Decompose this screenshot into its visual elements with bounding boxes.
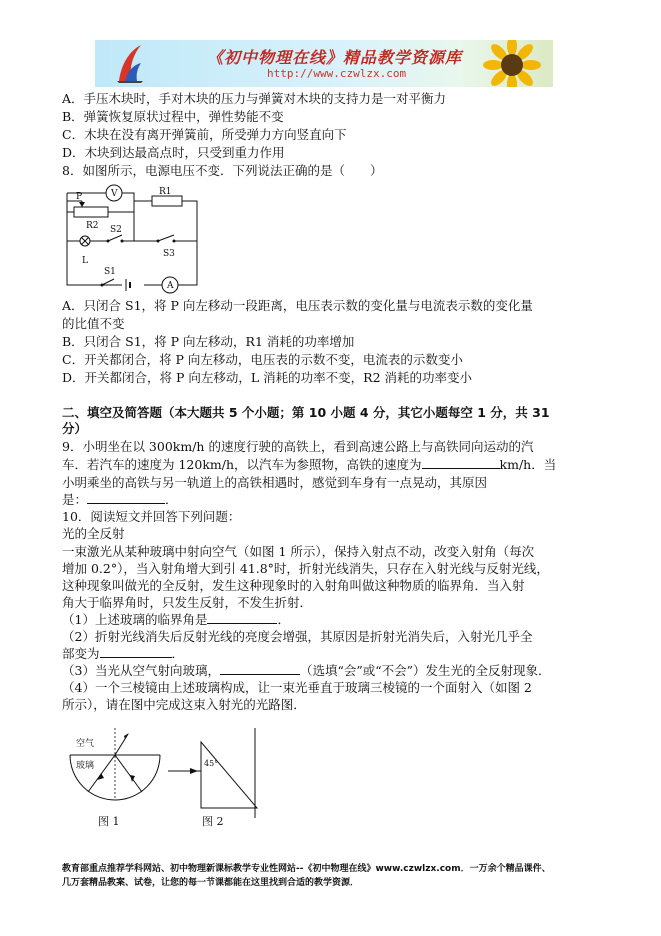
footer-line1: 教育部重点推荐学科网站、初中物理新课标教学专业性网站--《初中物理在线》www.czwlzx.com．一万余个精品课件、 [62,864,551,874]
q9-line4-text: 是： [62,492,88,507]
header-banner [95,40,553,87]
q7-option-a: A．手压木块时，手对木块的压力与弹簧对木块的支持力是一对平衡力 [62,91,447,106]
q9-blank-1[interactable] [422,456,500,469]
figure-2-prism [168,728,268,818]
q7-option-b: B．弹簧恢复原状过程中，弹性势能不变 [62,109,284,124]
q10-sub2-text: 部变为 [62,646,100,661]
angle-label: 45° [204,759,219,768]
q9-line2-text: 车．若汽车的速度为 120km/h，以汽车为参照物，高铁的速度为 [62,457,422,472]
q10-sub3-text: （3）当光从空气射向玻璃， [62,663,220,678]
banner-url[interactable]: http://www.czwlzx.com [267,67,407,80]
circuit-diagram [62,183,202,295]
q10-p2: 增加 0.2°），当入射角增大到引 41.8°时，折射光线消失，只存在入射光线与反射光线， [62,561,549,576]
q8-stem: 8．如图所示，电源电压不变．下列说法正确的是（ ） [62,163,383,178]
q8-option-c: C．开关都闭合，将 P 向左移动，电压表的示数不变，电流表的示数变小 [62,352,463,367]
ammeter-label: A [167,281,174,291]
glass-label: 玻璃 [76,761,95,771]
q8-option-b: B．只闭合 S1，将 P 向左移动，R1 消耗的功率增加 [62,334,355,349]
q10-sub2-end: ． [171,646,185,661]
q9-line2 [62,456,556,473]
q10-blank-3[interactable] [220,662,300,675]
air-label: 空气 [76,739,95,749]
r1-label: R1 [159,187,172,197]
q10-sub4-line1: （4）一个三棱镜由上述玻璃构成，让一束光垂直于玻璃三棱镜的一个面射入（如图 2 [62,680,532,695]
q10-sub1-text: （1）上述玻璃的临界角是 [62,612,208,627]
slider-p-label: P [76,192,83,202]
q10-sub2-line1: （2）折射光线消失后反射光线的亮度会增强，其原因是折射光消失后，入射光几乎全 [62,629,533,644]
q10-sub2-line2 [62,645,184,662]
q10-p4: 角大于临界角时，只发生反射，不发生折射． [62,595,313,610]
q10-sub1-end: ． [277,612,290,627]
s2-label: S2 [110,225,122,235]
site-logo-icon [115,43,145,83]
q10-sub4-line2: 所示），请在图中完成这束入射光的光路图． [62,697,306,712]
q9-line2-unit: km/h．当 [499,457,557,472]
q10-sub1 [62,611,290,628]
lamp-label: L [82,256,88,266]
r2-label: R2 [86,221,99,231]
section2-title-line2: 分） [62,421,88,436]
q8-option-a-line1: A．只闭合 S1，将 P 向左移动一段距离，电压表示数的变化量与电流表示数的变化量 [62,298,533,313]
q10-p3: 这种现象叫做光的全反射，发生这种现象时的入射角叫做这种物质的临界角．当入射 [62,578,525,593]
s1-label: S1 [104,267,116,277]
q9-line4 [62,491,178,508]
q7-option-c: C．木块在没有离开弹簧前，所受弹力方向竖直向下 [62,127,347,142]
s3-label: S3 [163,249,175,259]
q8-option-d: D．开关都闭合，将 P 向左移动，L 消耗的功率不变，R2 消耗的功率变小 [62,370,472,385]
q10-sub3 [62,662,551,679]
figure-1-semicircle [68,728,168,818]
q9-blank-2[interactable] [87,491,165,504]
footer-line2: 几万套精品教案、试卷，让您的每一节课都能在这里找到合适的教学资源． [62,878,360,888]
q10-intro: 10．阅读短文并回答下列问题： [62,509,241,524]
q9-line1: 9．小明坐在以 300km/h 的速度行驶的高铁上，看到高速公路上与高铁同向运动的汽 [62,439,534,454]
q8-option-a-line2: 的比值不变 [62,316,125,331]
q9-line3: 小明乘坐的高铁与另一轨道上的高铁相遇时，感觉到车身有一点晃动，其原因 [62,475,488,490]
figure-2-caption: 图 2 [202,815,224,828]
q10-title: 光的全反射 [62,526,125,541]
figure-1-caption: 图 1 [98,815,120,828]
section2-title-line1: 二、填空及简答题（本大题共 5 个小题；第 10 小题 4 分，其它小题每空 1 分，共 31 [62,405,550,420]
q9-line4-end: ． [165,492,178,507]
q7-option-d: D．木块到达最高点时，只受到重力作用 [62,145,285,160]
q10-blank-2[interactable] [100,645,172,658]
q10-sub3-end: （选填“会”或“不会”）发生光的全反射现象． [299,663,551,678]
voltmeter-label: V [111,189,118,199]
q10-p1: 一束激光从某种玻璃中射向空气（如图 1 所示），保持入射点不动，改变入射角（每次 [62,544,535,559]
banner-title: 《初中物理在线》精品教学资源库 [207,48,463,67]
q10-blank-1[interactable] [207,611,277,624]
sunflower-icon [483,40,541,87]
